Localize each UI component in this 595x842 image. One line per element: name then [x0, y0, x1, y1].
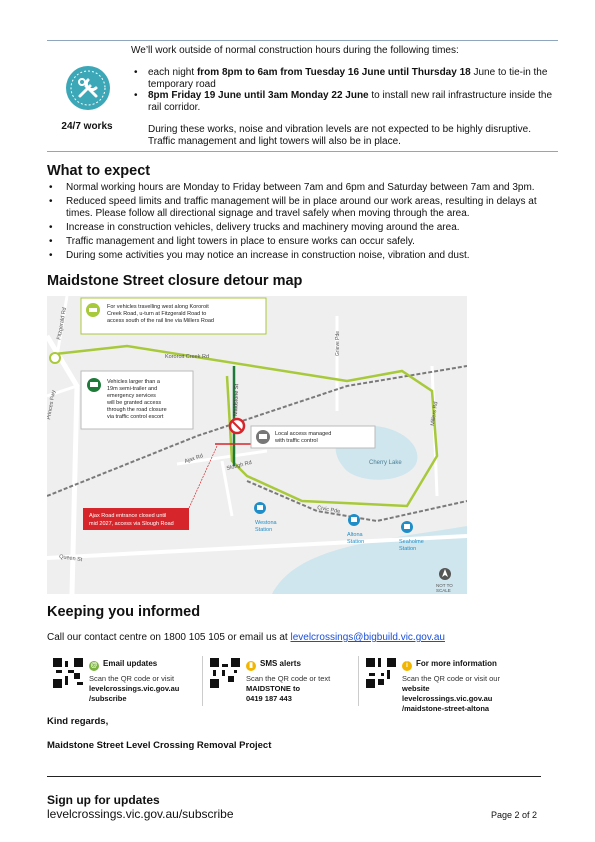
signup-heading: Sign up for updates: [47, 793, 160, 807]
works-note: During these works, noise and vibration levels are not expected to be highly disruptive. Traffic management and light towers will also be in place.: [148, 124, 531, 147]
svg-text:Westona: Westona: [255, 520, 277, 526]
callout-ajax-closed: [83, 508, 189, 530]
svg-text:Station: Station: [399, 546, 417, 552]
works-intro: We’ll work outside of normal construction hours during the following times:: [131, 45, 459, 56]
regards: Kind regards,: [47, 716, 109, 727]
page-number: Page 2 of 2: [491, 810, 538, 820]
label-maidstone: Maidstone St: [233, 383, 241, 417]
label-fitzgerald: Fitzgerald Rd: [56, 307, 68, 341]
map-heading: Maidstone Street closure detour map: [47, 273, 303, 289]
phone-icon: ▮: [246, 661, 256, 671]
top-rule: [47, 40, 558, 41]
callout-large-vehicles: [81, 371, 193, 429]
svg-text:through the road closure: through the road closure: [107, 407, 167, 413]
svg-text:19m semi-trailer and: 19m semi-trailer and: [107, 386, 158, 392]
svg-text:access south of the rail line: access south of the rail line via Millers Road: [107, 318, 214, 324]
footer-rule: [47, 776, 541, 777]
svg-text:mid 2027, access via Slough Ro: mid 2027, access via Slough Road: [89, 521, 174, 527]
label-lake: Cherry Lake: [369, 460, 402, 466]
signup-url[interactable]: levelcrossings.vic.gov.au/subscribe: [47, 807, 234, 821]
svg-text:For vehicles travelling west a: For vehicles travelling west along Kororoit: [107, 304, 209, 310]
svg-text:Station: Station: [255, 527, 273, 533]
svg-text:Seaholme: Seaholme: [399, 539, 424, 545]
card-divider: [202, 656, 203, 706]
label-millers: Millers Rd: [430, 401, 440, 427]
svg-text:with traffic control: with traffic control: [275, 438, 318, 444]
detour-map: [47, 296, 467, 594]
svg-text:Local access managed: Local access managed: [275, 431, 332, 437]
svg-text:SCALE: SCALE: [436, 588, 451, 593]
contact-email-link[interactable]: levelcrossings@bigbuild.vic.gov.au: [290, 632, 445, 643]
card-divider: [358, 656, 359, 706]
label-queen: Queen St: [58, 554, 83, 564]
info-icon: i: [402, 661, 412, 671]
svg-text:emergency services: emergency services: [107, 393, 156, 399]
informed-heading: Keeping you informed: [47, 604, 201, 620]
label-ajax: Ajax Rd: [183, 453, 204, 465]
project-name: Maidstone Street Level Crossing Removal Project: [47, 740, 272, 751]
works-label: 24/7 works: [61, 121, 113, 132]
more-info-card[interactable]: i For more information Scan the QR code or visit our website levelcrossings.vic.gov.au /maidstone-street-altona: [366, 658, 516, 713]
label-kororoit: Kororoit Creek Rd: [165, 354, 210, 360]
label-civic: Civic Pde: [316, 505, 341, 516]
svg-text:will be granted access: will be granted access: [107, 400, 162, 406]
uturn-marker: [50, 353, 60, 363]
works-bottom-rule: [47, 151, 558, 152]
svg-text:Altona: Altona: [347, 532, 363, 538]
sms-alerts-card[interactable]: ▮ SMS alerts Scan the QR code or text MAIDSTONE to 0419 187 443: [210, 658, 360, 713]
svg-text:via traffic control escort: via traffic control escort: [107, 414, 164, 420]
callout-local-access: [251, 426, 375, 448]
label-grieve: Grieve Pde: [335, 330, 341, 356]
expect-item: • Reduced speed limits and traffic management will be in place around our work areas, resulting in delays at times. Please follow all directional signage and travel safely when moving through the area.: [49, 196, 537, 219]
callout-detour: [81, 298, 266, 334]
expect-item: • Increase in construction vehicles, delivery trucks and machinery moving around the area.: [49, 222, 460, 233]
svg-text:Creek Road, u-turn at Fitzgera: Creek Road, u-turn at Fitzgerald Road to: [107, 311, 207, 317]
svg-text:Vehicles larger than a: Vehicles larger than a: [107, 379, 160, 385]
expect-item: • During some activities you may notice an increase in construction noise, vibration and dust.: [49, 250, 470, 261]
contact-line: Call our contact centre on 1800 105 105 or email us at levelcrossings@bigbuild.vic.gov.au: [47, 632, 445, 643]
wrench-icon: [66, 66, 110, 110]
qr-code-icon: [210, 658, 240, 688]
at-icon: @: [90, 662, 98, 669]
email-updates-card[interactable]: @ Email updates Scan the QR code or visit levelcrossings.vic.gov.au /subscribe: [53, 658, 203, 713]
expect-item: • Normal working hours are Monday to Friday between 7am and 6pm and Saturday between 7am and 3pm.: [49, 182, 535, 193]
svg-text:Station: Station: [347, 539, 365, 545]
expect-heading: What to expect: [47, 163, 151, 179]
svg-text:Ajax Road entrance closed unti: Ajax Road entrance closed until: [89, 513, 167, 519]
qr-code-icon: [366, 658, 396, 688]
works-item: • 8pm Friday 19 June until 3am Monday 22 June to install new rail infrastructure inside the rail corridor.: [134, 90, 553, 113]
svg-text:NOT TO: NOT TO: [436, 583, 453, 588]
qr-code-icon: [53, 658, 83, 688]
label-slough: Slough Rd: [226, 459, 253, 472]
expect-item: • Traffic management and light towers in place to ensure works can occur safely.: [49, 236, 415, 247]
works-item: • each night from 8pm to 6am from Tuesday 16 June until Thursday 18 June to tie-in the temporary road: [134, 67, 548, 90]
label-princes: Princes Fwy: [47, 389, 58, 421]
